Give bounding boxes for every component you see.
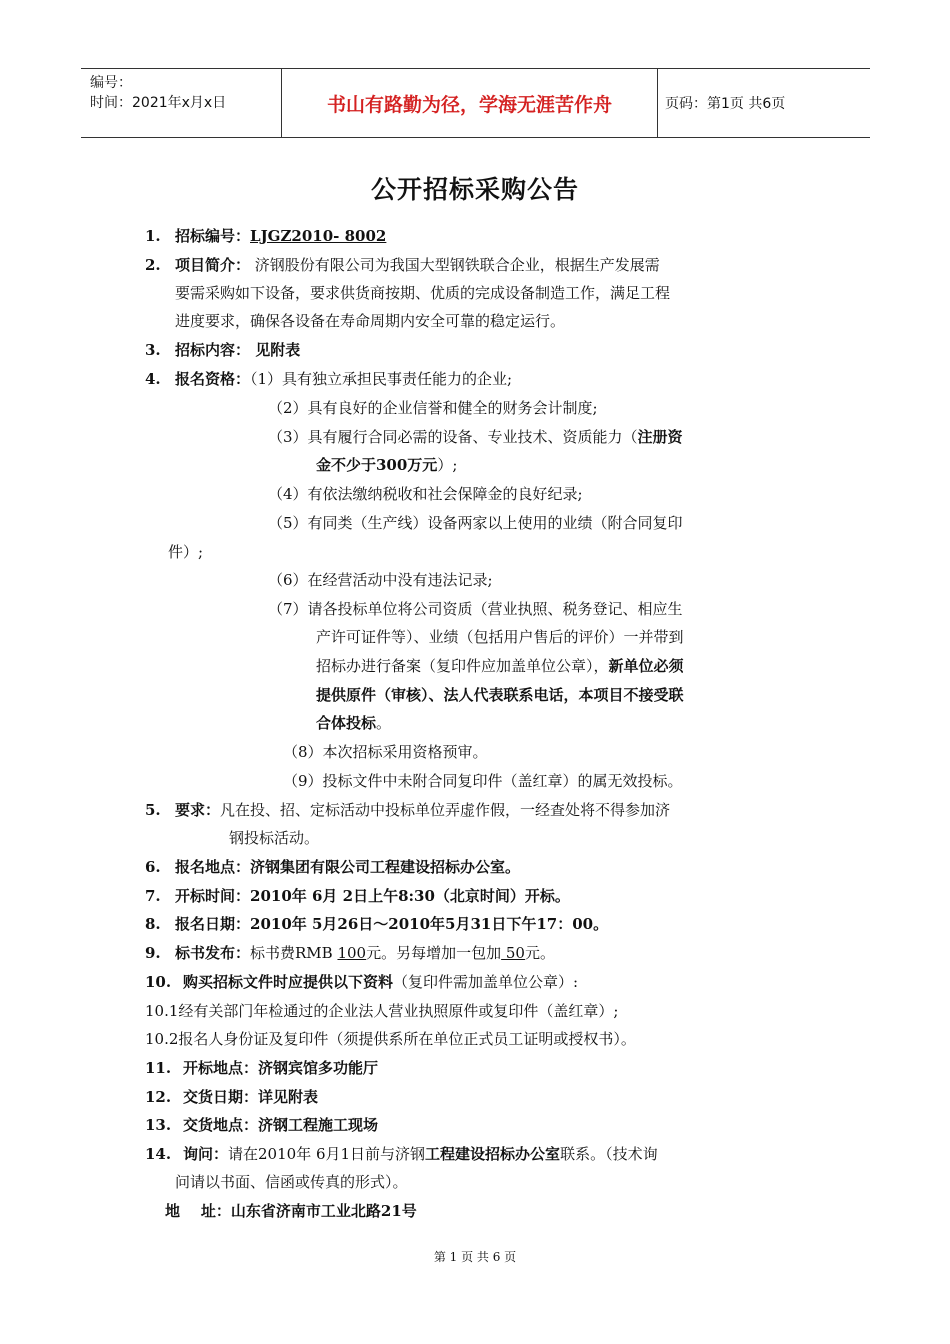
qualification-3: （3）具有履行合同必需的设备、专业技术、资质能力（注册资 [268,428,683,446]
section-5-line2: 钢投标活动。 [229,829,320,847]
section-9: 9. 标书发布：标书费RMB 100元。另每增加一包加 50元。 [145,944,555,962]
document-title: 公开招标采购公告 [370,175,579,204]
qualification-2: （2）具有良好的企业信誉和健全的财务会计制度; [268,399,598,417]
section-2-line2: 要需采购如下设备，要求供货商按期、优质的完成设备制造工作，满足工程 [175,284,671,302]
section-2: 2. 项目简介： 济钢股份有限公司为我国大型钢铁联合企业，根据生产发展需 [145,256,660,274]
tender-number: LJGZ2010- 8002 [250,227,387,245]
section-1: 1. 招标编号：LJGZ2010- 8002 [145,227,387,245]
section-6: 6. 报名地点：济钢集团有限公司工程建设招标办公室。 [145,858,521,876]
section-1-label: 招标编号： [175,227,251,245]
qualification-7-line2: 产许可证件等）、业绩（包括用户售后的评价）一并带到 [316,628,684,646]
section-10-item-1: 10.1经有关部门年检通过的企业法人营业执照原件或复印件（盖红章）; [145,1002,619,1020]
section-5-label: 要求： [175,801,221,819]
page-footer: 第 1 页 共 6 页 [433,1250,517,1264]
section-2-line3: 进度要求，确保各设备在寿命周期内安全可靠的稳定运行。 [175,312,566,330]
section-10-item-2: 10.2报名人身份证及复印件（须提供系所在单位正式员工证明或授权书）。 [145,1030,636,1048]
qualification-9: （9）投标文件中未附合同复印件（盖红章）的属无效投标。 [283,772,683,790]
section-14: 14. 询问：请在2010年 6月1日前与济钢工程建设招标办公室联系。（技术询 [145,1145,658,1163]
section-4: 4. 报名资格：（1）具有独立承担民事责任能力的企业; [145,370,513,388]
qualification-5-cont: 件）; [168,543,204,561]
section-7: 7. 开标时间：2010年 6月 2日上午8:30（北京时间）开标。 [145,887,570,905]
section-10: 10. 购买招标文件时应提供以下资料（复印件需加盖单位公章）: [145,973,579,991]
section-13: 13. 交货地点：济钢工程施工现场 [145,1116,379,1134]
qualification-6: （6）在经营活动中没有违法记录; [268,571,493,589]
section-11: 11. 开标地点：济钢宾馆多功能厅 [145,1059,379,1077]
address: 地 址：山东省济南市工业北路21号 [165,1202,417,1220]
qualification-7: （7）请各投标单位将公司资质（营业执照、税务登记、相应生 [268,600,683,618]
qualification-5: （5）有同类（生产线）设备两家以上使用的业绩（附合同复印 [268,514,683,532]
header-motto: 书山有路勤为径，学海无涯苦作舟 [281,69,658,137]
header-meta [90,73,280,113]
document-number: 编号： [90,75,132,91]
section-3: 3. 招标内容： 见附表 [145,341,301,359]
qualification-8: （8）本次招标采用资格预审。 [283,743,488,761]
document-date: 时间：2021年x月x日 [90,95,227,111]
qualification-7-line4: 提供原件（审核）、法人代表联系电话，本项目不接受联 [316,686,684,704]
page-header [81,68,870,138]
section-4-label: 报名资格： [175,370,251,388]
header-page-info: 页码：第1页 共6页 [665,96,786,112]
section-8: 8. 报名日期：2010年 5月26日～2010年5月31日下午17：00。 [145,915,609,933]
section-5: 5. 要求：凡在投、招、定标活动中投标单位弄虚作假，一经查处将不得参加济 [145,801,671,819]
qualification-3-cont: 金不少于300万元）; [316,456,458,474]
section-12: 12. 交货日期：详见附表 [145,1088,319,1106]
qualification-7-line3: 招标办进行备案（复印件应加盖单位公章），新单位必须 [316,657,684,675]
qualification-4: （4）有依法缴纳税收和社会保障金的良好纪录; [268,485,583,503]
section-2-label: 项目简介： [175,256,251,274]
section-14-line2: 问请以书面、信函或传真的形式）。 [175,1173,408,1191]
section-3-label: 招标内容： [175,341,251,359]
qualification-7-line5: 合体投标。 [316,714,392,732]
